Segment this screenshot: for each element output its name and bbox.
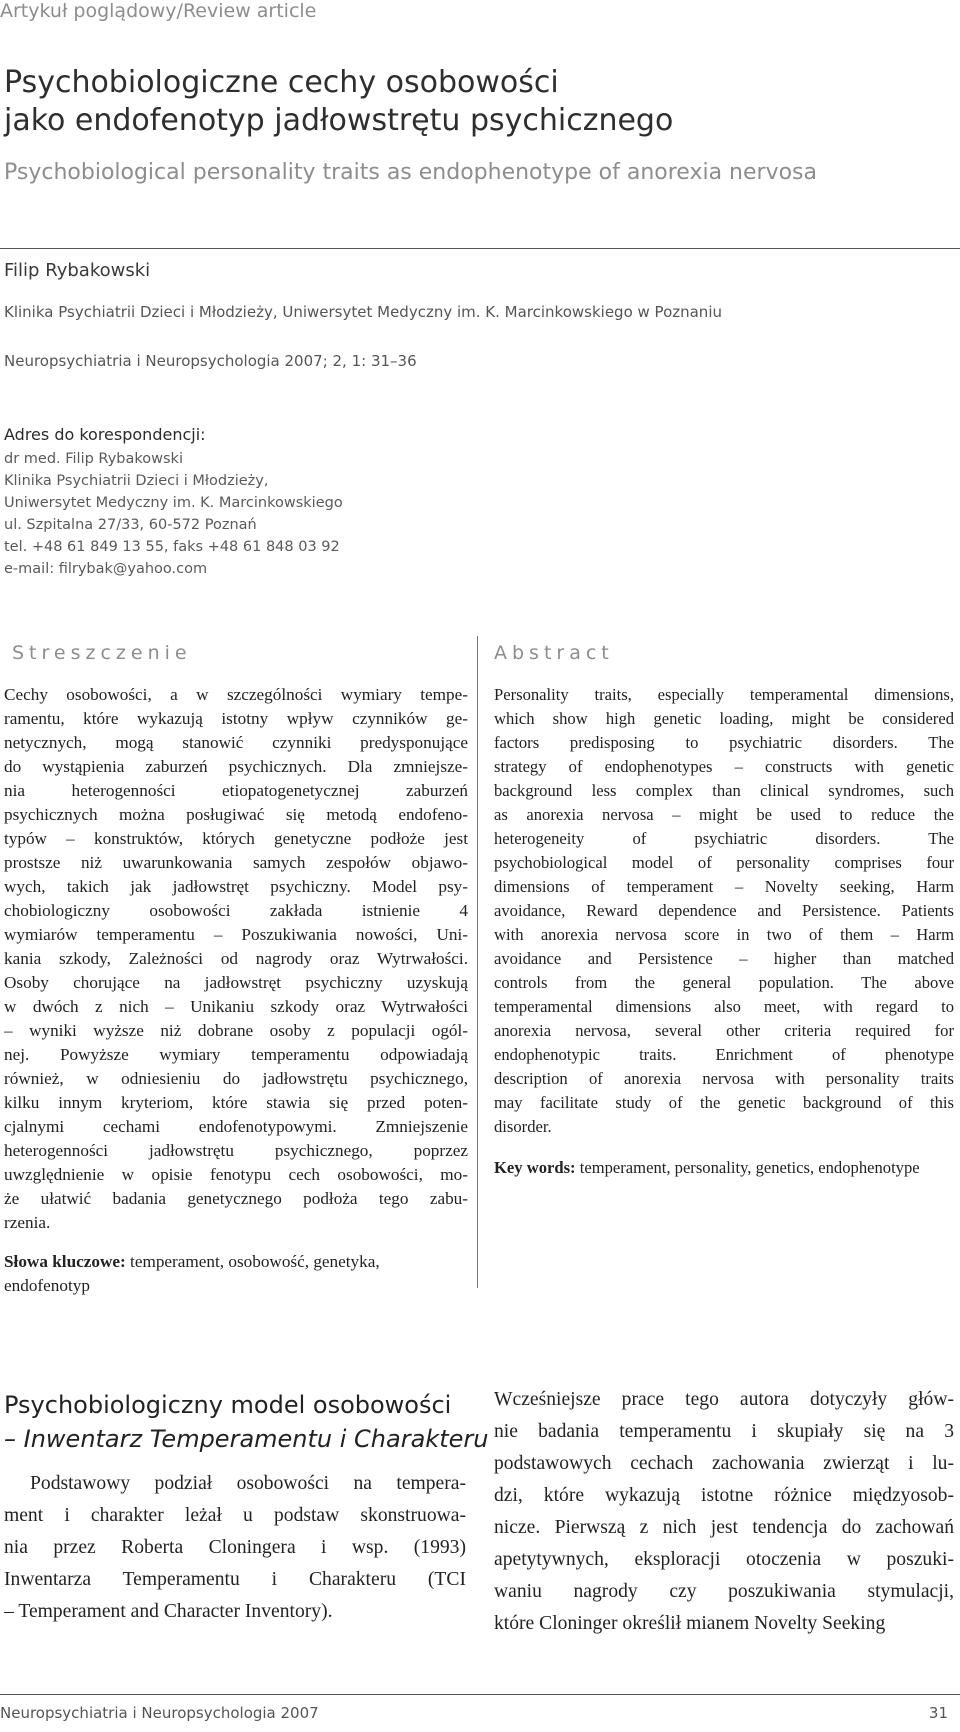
text-line: nia heterogenności etiopatogenetycznej zaburzeń <box>4 781 468 800</box>
page-title <box>4 64 904 140</box>
section-text-right <box>494 1384 954 1640</box>
keywords-label: Słowa kluczowe: <box>4 1252 126 1271</box>
text-line: nia przez Roberta Cloningera i wsp. (1993) <box>4 1537 466 1558</box>
text-line: avoidance, Reward dependence and Persistence. Patients <box>494 901 954 920</box>
section-text-left <box>4 1468 466 1628</box>
text-line: disorder. <box>494 1117 552 1136</box>
text-line: controls from the general population. The above <box>494 973 954 992</box>
text-line: anorexia nervosa, several other criteria required for <box>494 1021 954 1040</box>
text-line: dzi, które wykazują istotne różnice międzyosob- <box>494 1485 954 1506</box>
text-line: nicze. Pierwszą z nich jest tendencja do zachowań <box>494 1517 954 1538</box>
text-line: Wcześniejsze prace tego autora dotyczyły głów- <box>494 1389 954 1410</box>
text-line: may facilitate study of the genetic background of this <box>494 1093 954 1112</box>
text-line: heterogeneity of psychiatric disorders. The <box>494 829 954 848</box>
text-line: kilku innym kryteriom, które stawia się przed poten- <box>4 1093 468 1112</box>
journal-citation: Neuropsychiatria i Neuropsychologia 2007; 2, 1: 31–36 <box>4 352 417 370</box>
text-line: Inwentarza Temperamentu i Charakteru (TCI <box>4 1569 466 1590</box>
keywords-value: temperament, personality, genetics, endophenotype <box>579 1158 920 1177</box>
text-line: nej. Powyższe wymiary temperamentu odpowiadają <box>4 1045 468 1064</box>
text-line: factors predisposing to psychiatric disorders. The <box>494 733 954 752</box>
text-line: heterogenności jadłowstrętu psychicznego, poprzez <box>4 1141 468 1160</box>
abstract-text <box>494 683 954 1139</box>
text-line: prostsze niż uwarunkowania samych zespołów objawo- <box>4 853 468 872</box>
abstract-heading: Abstract <box>494 642 614 664</box>
section-title-line-1: Psychobiologiczny model osobowości <box>4 1391 452 1419</box>
text-line: waniu nagrody czy poszukiwania stymulacji, <box>494 1581 954 1602</box>
streszczenie-keywords <box>4 1250 468 1298</box>
text-line: temperamental dimensions also meet, with regard to <box>494 997 954 1016</box>
correspondence-line: Klinika Psychiatrii Dzieci i Młodzieży, <box>4 473 269 489</box>
correspondence-line: ul. Szpitalna 27/33, 60-572 Poznań <box>4 517 257 533</box>
text-line: cjalnymi cechami endofenotypowymi. Zmniejszenie <box>4 1117 468 1136</box>
text-line: kania szkody, Zależności od nagrody oraz Wytrwałości. <box>4 949 468 968</box>
streszczenie-heading: Streszczenie <box>12 642 192 664</box>
column-divider <box>477 636 478 1288</box>
correspondence-line: Uniwersytet Medyczny im. K. Marcinkowskiego <box>4 495 343 511</box>
text-line: Cechy osobowości, a w szczególności wymiary tempe- <box>4 685 468 704</box>
text-line: rzenia. <box>4 1213 51 1232</box>
text-line: Podstawowy podział osobowości na tempera- <box>30 1473 466 1494</box>
article-type: Artykuł poglądowy/Review article <box>0 0 317 22</box>
keywords-value: temperament, osobowość, genetyka, endofenotyp <box>4 1252 380 1295</box>
page-number: 31 <box>928 1704 948 1722</box>
text-line: description of anorexia nervosa with personality traits <box>494 1069 954 1088</box>
text-line: w dwóch z nich – Unikaniu szkody oraz Wytrwałości <box>4 997 468 1016</box>
text-line: – Temperament and Character Inventory). <box>4 1601 333 1622</box>
text-line: podstawowych cechach zachowania zwierząt i lu- <box>494 1453 954 1474</box>
text-line: apetytywnych, eksploracji otoczenia w poszuki- <box>494 1549 954 1570</box>
text-line: avoidance and Persistence – higher than matched <box>494 949 954 968</box>
text-line: background less complex than clinical syndromes, such <box>494 781 954 800</box>
section-title <box>4 1388 488 1456</box>
text-line: typów – konstruktów, których genetyczne podłoże jest <box>4 829 468 848</box>
text-line: netycznych, mogą stanowić czynniki predysponujące <box>4 733 468 752</box>
correspondence-email[interactable]: e-mail: filrybak@yahoo.com <box>4 561 208 577</box>
correspondence-line: dr med. Filip Rybakowski <box>4 451 183 467</box>
correspondence-line: tel. +48 61 849 13 55, faks +48 61 848 03 92 <box>4 539 340 555</box>
text-line: psychicznych można posługiwać się metodą endofeno- <box>4 805 468 824</box>
text-line: do wystąpienia zaburzeń psychicznych. Dla zmniejsze- <box>4 757 468 776</box>
text-line: ramentu, które wykazują istotny wpływ czynników ge- <box>4 709 468 728</box>
author-affiliation: Klinika Psychiatrii Dzieci i Młodzieży, Uniwersytet Medyczny im. K. Marcinkowskiego w Poznaniu <box>4 303 722 321</box>
text-line: which show high genetic loading, might be considered <box>494 709 954 728</box>
footer-journal: Neuropsychiatria i Neuropsychologia 2007 <box>0 1704 319 1722</box>
keywords-label: Key words: <box>494 1158 576 1177</box>
text-line: nie badania temperamentu i skupiały się na 3 <box>494 1421 954 1442</box>
text-line: wymiarów temperamentu – Poszukiwania nowości, Uni- <box>4 925 468 944</box>
text-line: dimensions of temperament – Novelty seeking, Harm <box>494 877 954 896</box>
author-name: Filip Rybakowski <box>4 260 151 281</box>
text-line: uwzględnienie w opisie fenotypu cech osobowości, mo- <box>4 1165 468 1184</box>
text-line: Personality traits, especially temperamental dimensions, <box>494 685 954 704</box>
correspondence-heading: Adres do korespondencji: <box>4 425 206 444</box>
text-line: wych, takich jak jadłowstręt psychiczny. Model psy- <box>4 877 468 896</box>
text-line: as anorexia nervosa – might be used to reduce the <box>494 805 954 824</box>
text-line: Osoby chorujące na jadłowstręt psychiczny uzyskują <box>4 973 468 992</box>
section-title-line-2: – Inwentarz Temperamentu i Charakteru <box>4 1425 489 1453</box>
text-line: – wyniki wyższe niż dobrane osoby z populacji ogól- <box>4 1021 468 1040</box>
streszczenie-text <box>4 683 468 1235</box>
text-line: psychobiological model of personality comprises four <box>494 853 954 872</box>
title-line-1: Psychobiologiczne cechy osobowości <box>4 65 559 100</box>
header-divider <box>0 248 960 249</box>
text-line: które Cloninger określił mianem Novelty Seeking <box>494 1613 886 1634</box>
title-line-2: jako endofenotyp jadłowstrętu psychicznego <box>4 103 674 138</box>
text-line: również, w odniesieniu do jadłowstrętu psychicznego, <box>4 1069 468 1088</box>
page-subtitle: Psychobiological personality traits as endophenotype of anorexia nervosa <box>4 160 818 185</box>
text-line: strategy of endophenotypes – constructs with genetic <box>494 757 954 776</box>
text-line: że ułatwić badania genetycznego podłoża tego zabu- <box>4 1189 468 1208</box>
text-line: with anorexia nervosa score in two of them – Harm <box>494 925 954 944</box>
text-line: endophenotypic traits. Enrichment of phenotype <box>494 1045 954 1064</box>
text-line: ment i charakter leżał u podstaw skonstruowa- <box>4 1505 466 1526</box>
text-line: chobiologiczny osobowości zakłada istnienie 4 <box>4 901 468 920</box>
footer-divider <box>0 1694 960 1695</box>
correspondence-address <box>4 448 343 580</box>
abstract-keywords <box>494 1156 954 1180</box>
